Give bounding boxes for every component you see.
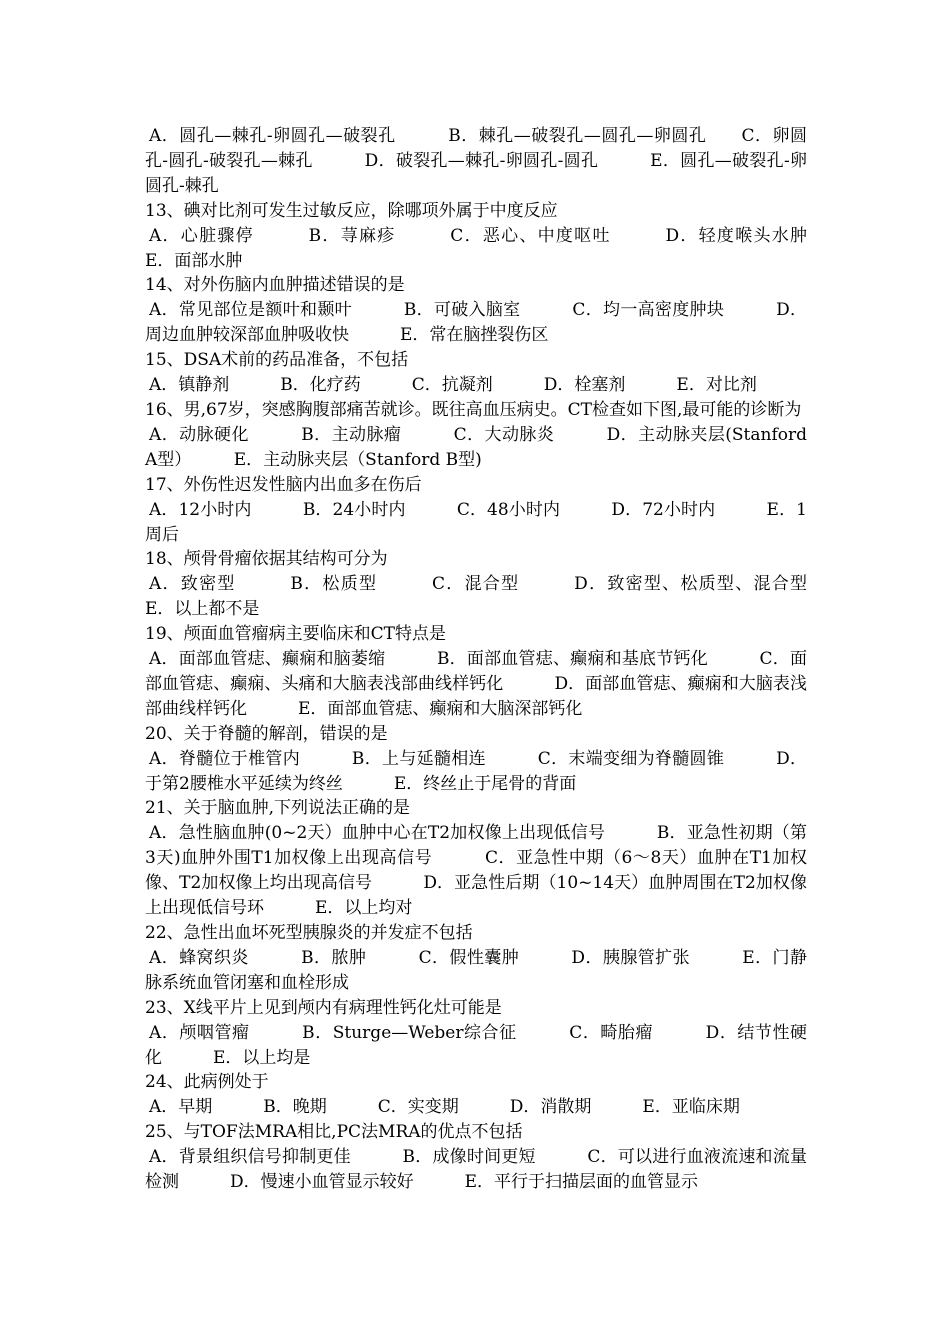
q13-options: A．心脏骤停 B．荨麻疹 C．恶心、中度呕吐 D．轻度喉头水肿 E．面部水肿 — [145, 225, 858, 271]
q17-options: A．12小时内 B．24小时内 C．48小时内 D．72小时内 E．1周后 — [145, 499, 807, 545]
q17-question: 17、外伤性迟发性脑内出血多在伤后 — [145, 474, 422, 495]
q18-options: A．致密型 B．松质型 C．混合型 D．致密型、松质型、混合型 E．以上都不是 — [145, 574, 858, 620]
q13-question: 13、碘对比剂可发生过敏反应，除哪项外属于中度反应 — [145, 200, 558, 221]
q21-question: 21、关于脑血肿,下列说法正确的是 — [145, 798, 411, 819]
q20-options: A．脊髓位于椎管内 B．上与延髓相连 C．末端变细为脊髓圆锥 D．于第2腰椎水平延续为终丝 E．终丝止于尾骨的背面 — [145, 748, 807, 794]
q21-options: A．急性脑血肿(0~2天）血肿中心在T2加权像上出现低信号 B．亚急性初期（第3天)血肿外围T1加权像上出现高信号 C．亚急性中期（6～8天）血肿在T1加权像、T2加权像上均出现高信号 D．亚急性后期（10~14天）血肿周围在T2加权像上出现低信号环 E．以上均对 — [145, 823, 807, 919]
q22-options: A．蜂窝织炎 B．脓肿 C．假性囊肿 D．胰腺管扩张 E．门静脉系统血管闭塞和血栓形成 — [145, 947, 807, 993]
q22-question: 22、急性出血坏死型胰腺炎的并发症不包括 — [145, 923, 473, 943]
q19-question: 19、颅面血管瘤病主要临床和CT特点是 — [145, 624, 446, 645]
q24-question: 24、此病例处于 — [145, 1072, 269, 1093]
q20-question: 20、关于脊髓的解剖，错误的是 — [145, 723, 388, 744]
q16-question: 16、男,67岁，突感胸腹部痛苦就诊。既往高血压病史。CT检查如下图,最可能的诊断为 — [145, 399, 802, 420]
q24-options: A．早期 B．晚期 C．实变期 D．消散期 E．亚临床期 — [149, 1097, 740, 1118]
q23-options: A．颅咽管瘤 B．Sturge—Weber综合征 C．畸胎瘤 D．结节性硬化 E．以上均是 — [145, 1022, 807, 1068]
q25-question: 25、与TOF法MRA相比,PC法MRA的优点不包括 — [145, 1122, 523, 1143]
q23-question: 23、X线平片上见到颅内有病理性钙化灶可能是 — [145, 997, 502, 1018]
q18-question: 18、颅骨骨瘤依据其结构可分为 — [145, 549, 388, 570]
q25-options: A．背景组织信号抑制更佳 B．成像时间更短 C．可以进行血液流速和流量检测 D．慢速小血管显示较好 E．平行于扫描层面的血管显示 — [145, 1147, 807, 1193]
q19-options: A．面部血管痣、癫痫和脑萎缩 B．面部血管痣、癫痫和基底节钙化 C．面部血管痣、癫痫、头痛和大脑表浅部曲线样钙化 D．面部血管痣、癫痫和大脑表浅部曲线样钙化 E．面部血管痣、癫痫和大脑深部钙化 — [145, 649, 807, 719]
q15-question: 15、DSA术前的药品准备，不包括 — [145, 350, 409, 371]
q14-question: 14、对外伤脑内血肿描述错误的是 — [145, 275, 405, 296]
q12-options: A．圆孔—棘孔-卵圆孔—破裂孔 B．棘孔—破裂孔—圆孔—卵圆孔 C．卵圆孔-圆孔-破裂孔—棘孔 D．破裂孔—棘孔-卵圆孔-圆孔 E．圆孔—破裂孔-卵圆孔-棘孔 — [145, 126, 807, 196]
q14-options: A．常见部位是额叶和颞叶 B．可破入脑室 C．均一高密度肿块 D．周边血肿较深部血肿吸收快 E．常在脑挫裂伤区 — [145, 300, 807, 346]
q15-options: A．镇静剂 B．化疗药 C．抗凝剂 D．栓塞剂 E．对比剂 — [149, 375, 757, 396]
q16-options: A．动脉硬化 B．主动脉瘤 C．大动脉炎 D．主动脉夹层(Stanford A型） E．主动脉夹层（Stanford B型) — [145, 424, 807, 470]
document-body — [145, 124, 858, 1195]
